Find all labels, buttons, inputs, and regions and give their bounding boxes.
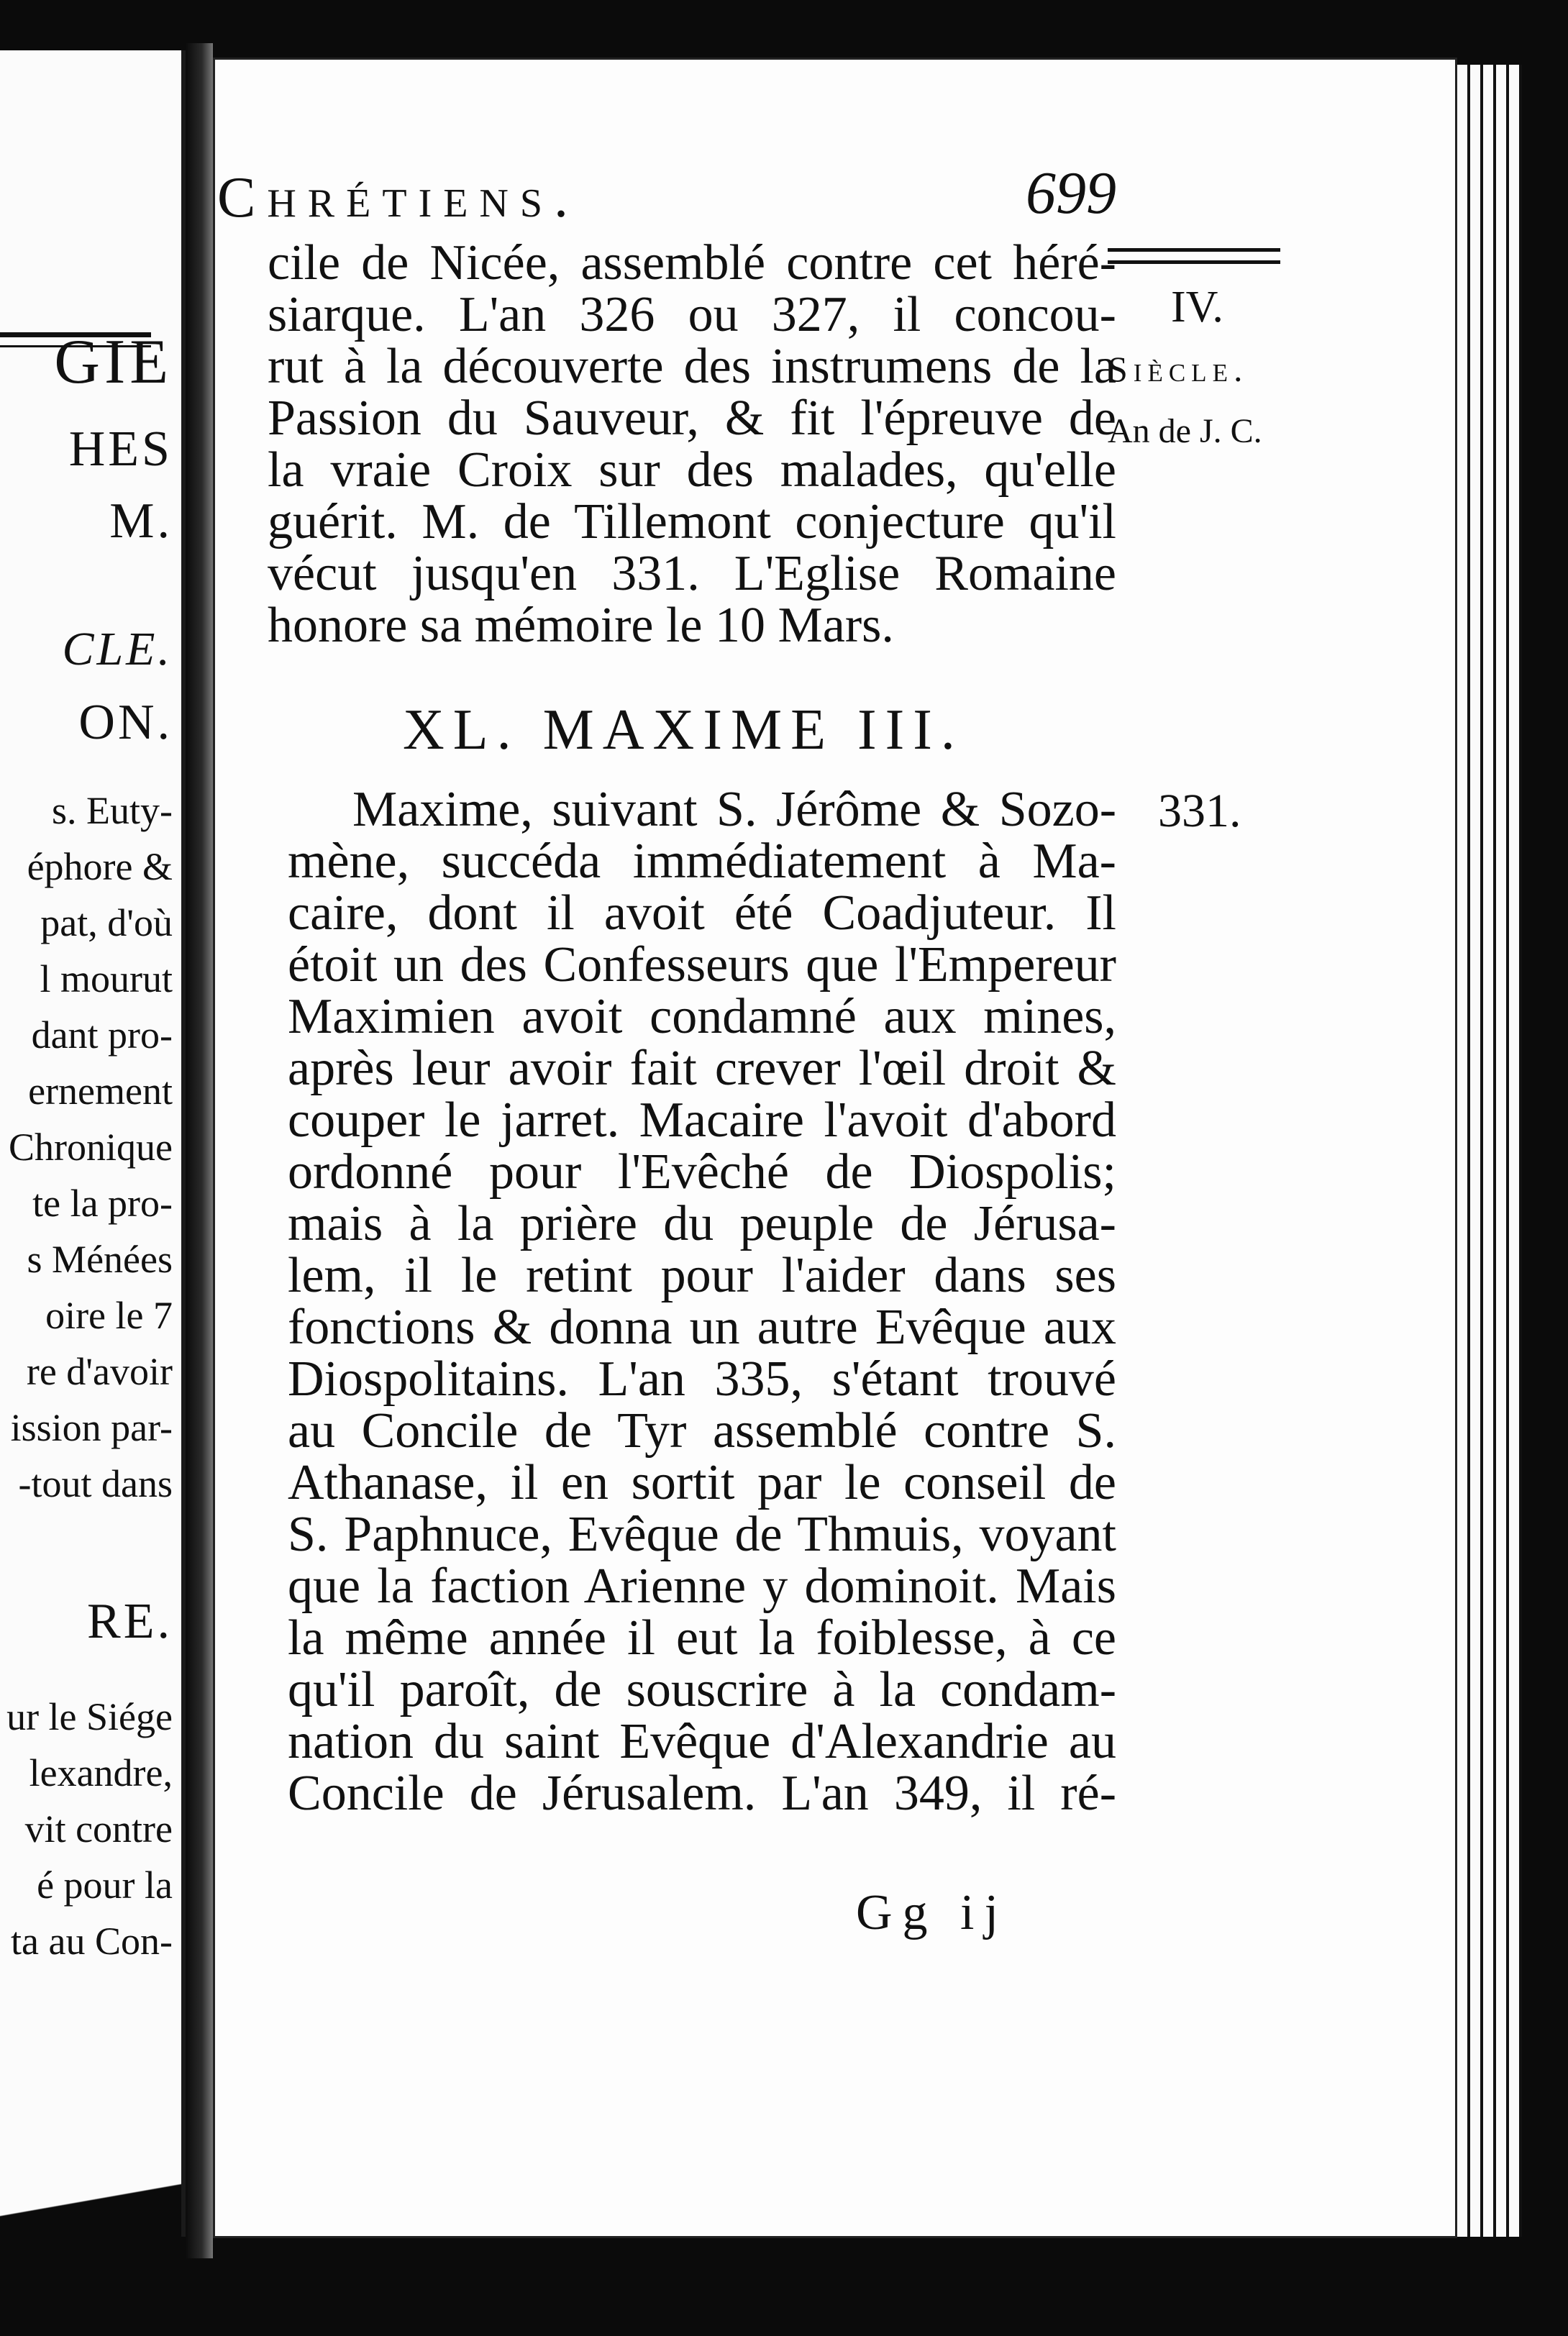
margin-year: 331.: [1158, 785, 1241, 837]
text-line: mais à la prière du peuple de Jérusa-: [288, 1196, 1116, 1251]
text-line: Athanase, il en sortit par le conseil de: [288, 1455, 1116, 1510]
text-line: Concile de Jérusalem. L'an 349, il ré-: [288, 1766, 1116, 1821]
paragraph-2: [288, 784, 1116, 1820]
text-line: cile de Nicée, assemblé contre cet héré-: [268, 235, 1116, 291]
left-page-line: oire le 7: [45, 1294, 173, 1337]
text-line: vécut jusqu'en 331. L'Eglise Romaine: [268, 546, 1116, 601]
left-page-line: é pour la: [37, 1863, 173, 1907]
text-line: caire, dont il avoit été Coadjuteur. Il: [288, 885, 1116, 941]
left-page-line: te la pro-: [32, 1182, 173, 1225]
margin-rule: [1108, 248, 1280, 252]
text-line: la même année il eut la foiblesse, à ce: [288, 1610, 1116, 1666]
text-line: mène, succéda immédiatement à Ma-: [288, 834, 1116, 889]
margin-century: IV.: [1171, 283, 1223, 332]
left-page-line: s Ménées: [27, 1238, 173, 1281]
left-page-line: s. Euty-: [52, 789, 173, 832]
left-page-line: ta au Con-: [11, 1920, 173, 1963]
text-line: guérit. M. de Tillemont conjecture qu'il: [268, 494, 1116, 549]
left-page-line: vit contre: [24, 1807, 173, 1851]
text-line: Maxime, suivant S. Jérôme & Sozo-: [352, 782, 1116, 837]
book-gutter: [186, 43, 213, 2258]
left-page-line: HES: [68, 421, 173, 477]
left-page-line: ON.: [78, 695, 173, 750]
text-line: honore sa mémoire le 10 Mars.: [268, 598, 894, 653]
left-page-line: M.: [109, 493, 173, 549]
text-line: rut à la découverte des instrumens de la: [268, 339, 1116, 394]
left-page-line: RE.: [87, 1594, 173, 1649]
margin-siecle: Siècle.: [1108, 349, 1249, 389]
section-title: XL. MAXIME III.: [403, 698, 964, 762]
left-facing-page: [0, 50, 186, 2237]
text-line: ordonné pour l'Evêché de Diospolis;: [288, 1144, 1116, 1200]
text-line: siarque. L'an 326 ou 327, il concou-: [268, 287, 1116, 342]
text-line: Maximien avoit condamné aux mines,: [288, 989, 1116, 1044]
text-line: après leur avoir fait crever l'œil droit &: [288, 1041, 1116, 1096]
left-page-line: pat, d'où: [40, 901, 173, 944]
left-page-line: GIE: [54, 327, 173, 397]
text-line: fonctions & donna un autre Evêque aux: [288, 1300, 1116, 1355]
left-page-line: -tout dans: [18, 1462, 173, 1505]
page-number: 699: [1026, 160, 1116, 227]
left-page-line: re d'avoir: [26, 1350, 173, 1393]
signature-mark: Gg ij: [856, 1885, 1008, 1940]
left-page-line: l mourut: [40, 957, 173, 1000]
text-line: que la faction Arienne y dominoit. Mais: [288, 1559, 1116, 1614]
text-line: S. Paphnuce, Evêque de Thmuis, voyant: [288, 1507, 1116, 1562]
text-line: nation du saint Evêque d'Alexandrie au: [288, 1714, 1116, 1769]
text-line: qu'il paroît, de souscrire à la condam-: [288, 1662, 1116, 1717]
text-line: Diospolitains. L'an 335, s'étant trouvé: [288, 1351, 1116, 1407]
running-head: Chrétiens.: [217, 166, 580, 229]
text-line: étoit un des Confesseurs que l'Empereur: [288, 937, 1116, 993]
text-line: la vraie Croix sur des malades, qu'elle: [268, 442, 1116, 498]
text-line: couper le jarret. Macaire l'avoit d'abord: [288, 1092, 1116, 1148]
left-page-line: CLE.: [62, 623, 173, 675]
text-line: au Concile de Tyr assemblé contre S.: [288, 1403, 1116, 1459]
left-page-line: dant pro-: [31, 1013, 173, 1057]
left-page-line: lexandre,: [29, 1751, 173, 1794]
page-edges: [1457, 65, 1522, 2237]
page-header: [217, 160, 1116, 245]
torn-corner: [0, 2150, 181, 2237]
left-page-line: ission par-: [10, 1406, 173, 1449]
margin-an-de-jc: An de J. C.: [1108, 412, 1262, 450]
text-line: lem, il le retint pour l'aider dans ses: [288, 1248, 1116, 1303]
left-page-line: éphore &: [27, 845, 173, 888]
paragraph-1: [268, 237, 1116, 652]
left-page-line: ernement: [28, 1069, 173, 1113]
left-page-line: ur le Siége: [6, 1695, 173, 1738]
left-page-line: Chronique: [9, 1126, 173, 1169]
margin-rule: [1108, 260, 1280, 264]
text-line: Passion du Sauveur, & fit l'épreuve de: [268, 391, 1116, 446]
